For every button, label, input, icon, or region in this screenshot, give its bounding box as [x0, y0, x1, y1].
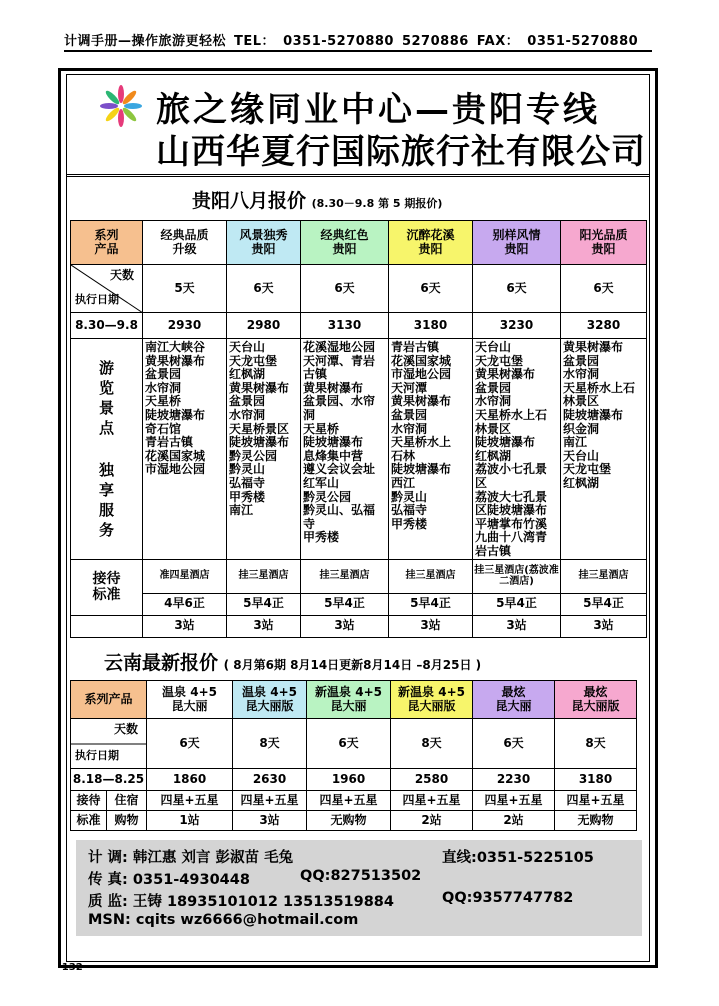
product-sub: 升级	[172, 241, 197, 256]
meals-cell: 5早4正	[561, 593, 647, 615]
product-header	[147, 681, 233, 719]
lodging-cell: 四星+五星	[391, 791, 473, 811]
product-sub: 昆大丽	[495, 698, 532, 713]
price-cell: 1860	[147, 769, 233, 791]
spots-service-label	[71, 339, 143, 560]
stations-cell: 3站	[143, 615, 227, 637]
direct-number: 0351-5225105	[476, 850, 594, 866]
product-header	[391, 681, 473, 719]
spots-cell: 黄果树瀑布 盆景园 水帘洞 天星桥水上石 林景区 陡坡塘瀑布 织金洞 南江 天台山 天龙屯堡 红枫湖	[561, 339, 647, 560]
qq2-row	[442, 890, 573, 906]
contact-panel	[76, 840, 642, 936]
product-header	[473, 221, 561, 265]
product-name: 经典品质	[160, 227, 209, 242]
days-cell: 6天	[227, 265, 301, 313]
table-row	[71, 593, 647, 615]
fax-number: 0351-4930448	[132, 872, 250, 888]
hotel-cell: 挂三星酒店	[561, 559, 647, 593]
price-cell: 2580	[391, 769, 473, 791]
shopping-cell: 无购物	[555, 811, 637, 831]
fax-row	[88, 868, 250, 889]
yunnan-title: 云南最新报价	[104, 652, 219, 674]
product-sub: 昆大丽	[171, 698, 208, 713]
shopping-cell: 无购物	[307, 811, 391, 831]
company-name: 山西华夏行国际旅行社有限公司	[156, 132, 646, 172]
product-name: 别样风情	[492, 227, 541, 242]
product-name: 新温泉 4+5	[315, 684, 382, 699]
lodging-cell: 四星+五星	[473, 791, 555, 811]
page-number: ·132·	[58, 962, 87, 973]
hotel-cell: 挂三星酒店	[227, 559, 301, 593]
planner-names: 韩江惠 刘言 彭淑苗 毛兔	[132, 850, 294, 866]
product-sub: 昆大丽	[330, 698, 367, 713]
price-cell: 1960	[307, 769, 391, 791]
price-cell: 2630	[233, 769, 307, 791]
product-header	[473, 681, 555, 719]
days-cell: 5天	[143, 265, 227, 313]
shopping-label: 购物	[107, 811, 147, 831]
series-label: 系列产品	[71, 681, 147, 719]
qq-row	[300, 868, 421, 884]
table-row	[71, 719, 637, 769]
date-label: 执行日期	[75, 749, 119, 763]
days-cell: 8天	[391, 719, 473, 769]
header-tel2: 5270886	[401, 34, 469, 49]
table-row	[71, 811, 637, 831]
stations-blank	[71, 615, 143, 637]
lodging-cell: 四星+五星	[233, 791, 307, 811]
msn-row	[88, 912, 358, 928]
days-date-header	[71, 719, 147, 769]
product-header	[301, 221, 389, 265]
lodging-cell: 四星+五星	[307, 791, 391, 811]
spots-cell: 天台山 天龙屯堡 红枫湖 黄果树瀑布 盆景园 水帘洞 天星桥景区 陡坡塘瀑布 黔灵公园 黔灵山 弘福寺 甲秀楼 南江	[227, 339, 301, 560]
spots-label-text: 游览景点	[98, 358, 114, 437]
stations-cell: 3站	[561, 615, 647, 637]
qq-number: 827513502	[330, 868, 422, 884]
planner-label: 计 调:	[88, 850, 128, 866]
days-cell: 6天	[389, 265, 473, 313]
spots-cell: 天台山 天龙屯堡 黄果树瀑布 盆景园 水帘洞 天星桥水上石 林景区 陡坡塘瀑布 红枫湖 荔波小七孔景区 荔波大七孔景 区陡坡塘瀑布 平塘掌布竹溪 九曲十八湾青 岩古镇	[473, 339, 561, 560]
yunnan-heading	[104, 648, 481, 675]
hotel-cell: 挂三星酒店	[389, 559, 473, 593]
title-divider	[66, 174, 650, 177]
price-cell: 3230	[473, 313, 561, 339]
yunnan-price-table	[70, 680, 637, 831]
meals-cell: 5早4正	[227, 593, 301, 615]
guizhou-heading	[192, 186, 442, 213]
product-header	[227, 221, 301, 265]
product-sub: 昆大丽版	[571, 698, 620, 713]
msn-address: cqits wz6666@hotmail.com	[135, 912, 359, 928]
header-slogan: 计调手册—操作旅游更轻松	[64, 34, 227, 49]
lodging-cell: 四星+五星	[555, 791, 637, 811]
product-name: 最炫	[501, 684, 526, 699]
supervisor-label: 质 监:	[88, 894, 128, 910]
product-name: 阳光品质	[579, 227, 628, 242]
page-header	[64, 30, 652, 52]
guizhou-price-table	[70, 220, 647, 638]
meals-cell: 5早4正	[301, 593, 389, 615]
days-cell: 8天	[555, 719, 637, 769]
product-name: 新温泉 4+5	[398, 684, 465, 699]
product-sub: 贵阳	[332, 241, 357, 256]
series-label: 系列 产品	[71, 221, 143, 265]
product-name: 风景独秀	[239, 227, 288, 242]
date-label: 执行日期	[75, 293, 119, 307]
date-value: 8.18—8.25	[71, 769, 147, 791]
product-header	[143, 221, 227, 265]
product-name: 温泉 4+5	[162, 684, 217, 699]
guizhou-title: 贵阳八月报价	[192, 190, 307, 212]
stations-cell: 3站	[301, 615, 389, 637]
shopping-cell: 2站	[391, 811, 473, 831]
price-cell: 3180	[555, 769, 637, 791]
reception-label: 接待	[71, 791, 107, 811]
price-cell: 3280	[561, 313, 647, 339]
product-sub: 贵阳	[591, 241, 616, 256]
days-cell: 8天	[233, 719, 307, 769]
guizhou-subtitle: (8.30－9.8 第 5 期报价)	[311, 197, 443, 210]
reception-label	[71, 559, 143, 615]
table-row	[71, 265, 647, 313]
supervisor-row	[88, 890, 394, 911]
product-sub: 贵阳	[504, 241, 529, 256]
days-date-header	[71, 265, 143, 313]
date-value: 8.30—9.8	[71, 313, 143, 339]
header-tel1: 0351-5270880	[283, 34, 394, 49]
price-cell: 2980	[227, 313, 301, 339]
header-tel-label: TEL：	[234, 34, 276, 49]
days-cell: 6天	[473, 719, 555, 769]
service-label-text: 独享服务	[98, 460, 114, 539]
product-name: 沉醉花溪	[406, 227, 455, 242]
days-cell: 6天	[307, 719, 391, 769]
product-header	[307, 681, 391, 719]
page-title: 旅之缘同业中心—贵阳专线	[156, 90, 600, 130]
reception-label-text: 接待标准	[92, 570, 121, 603]
table-row	[71, 615, 647, 637]
direct-row	[442, 846, 594, 867]
stations-cell: 3站	[389, 615, 473, 637]
header-fax-label: FAX：	[476, 34, 520, 49]
direct-label: 直线:	[442, 850, 477, 866]
product-name: 经典红色	[320, 227, 369, 242]
product-sub: 贵阳	[418, 241, 443, 256]
table-row	[71, 221, 647, 265]
standard-label: 标准	[71, 811, 107, 831]
table-row	[71, 681, 637, 719]
hotel-cell: 准四星酒店	[143, 559, 227, 593]
stations-cell: 3站	[227, 615, 301, 637]
price-cell: 3180	[389, 313, 473, 339]
days-cell: 6天	[301, 265, 389, 313]
spots-cell: 青岩古镇 花溪国家城 市湿地公园 天河潭 黄果树瀑布 盆景园 水帘洞 天星桥水上 石林 陡坡塘瀑布 西江 黔灵山 弘福寺 甲秀楼	[389, 339, 473, 560]
meals-cell: 5早4正	[389, 593, 473, 615]
hotel-cell: 挂三星酒店(荔波准二酒店)	[473, 559, 561, 593]
service-label	[71, 460, 142, 540]
product-sub: 昆大丽版	[407, 698, 456, 713]
product-name: 最炫	[583, 684, 608, 699]
product-header	[561, 221, 647, 265]
days-cell: 6天	[561, 265, 647, 313]
table-row	[71, 339, 647, 560]
fax-label: 传 真:	[88, 872, 128, 888]
shopping-cell: 3站	[233, 811, 307, 831]
spots-cell: 花溪湿地公园 天河潭、青岩古镇 黄果树瀑布 盆景园、水帘洞 天星桥 陡坡塘瀑布 息烽集中营 遵义会议会址 红军山 黔灵公园 黔灵山、弘福寺 甲秀楼	[301, 339, 389, 560]
flower-logo-icon	[94, 84, 148, 132]
days-label: 天数	[109, 268, 134, 282]
spots-label	[71, 358, 142, 438]
qq2-number: 9357747782	[472, 890, 574, 906]
days-label: 天数	[114, 722, 139, 736]
header-fax: 0351-5270880	[527, 34, 639, 49]
lodging-label: 住宿	[107, 791, 147, 811]
meals-cell: 4早6正	[143, 593, 227, 615]
price-cell: 2230	[473, 769, 555, 791]
table-row	[71, 313, 647, 339]
days-cell: 6天	[473, 265, 561, 313]
meals-cell: 5早4正	[473, 593, 561, 615]
msn-label: MSN:	[88, 912, 131, 928]
qq2-label: QQ:	[442, 890, 473, 906]
table-row	[71, 769, 637, 791]
hotel-cell: 挂三星酒店	[301, 559, 389, 593]
days-cell: 6天	[147, 719, 233, 769]
product-name: 温泉 4+5	[242, 684, 297, 699]
shopping-cell: 1站	[147, 811, 233, 831]
shopping-cell: 2站	[473, 811, 555, 831]
table-row	[71, 559, 647, 593]
supervisor-info: 王铸 18935101012 13513519884	[132, 894, 394, 910]
qq-label: QQ:	[300, 868, 331, 884]
planner-row	[88, 846, 293, 867]
product-sub: 贵阳	[251, 241, 276, 256]
yunnan-subtitle: ( 8月第6期 8月14日更新8月14日 –8月25日 )	[223, 658, 482, 672]
spots-cell: 南江大峡谷 黄果树瀑布 盆景园 水帘洞 天星桥 陡坡塘瀑布 奇石馆 青岩古镇 花溪国家城 市湿地公园	[143, 339, 227, 560]
lodging-cell: 四星+五星	[147, 791, 233, 811]
product-header	[233, 681, 307, 719]
product-header	[389, 221, 473, 265]
price-cell: 2930	[143, 313, 227, 339]
price-cell: 3130	[301, 313, 389, 339]
product-sub: 昆大丽版	[245, 698, 294, 713]
product-header	[555, 681, 637, 719]
stations-cell: 3站	[473, 615, 561, 637]
table-row	[71, 791, 637, 811]
